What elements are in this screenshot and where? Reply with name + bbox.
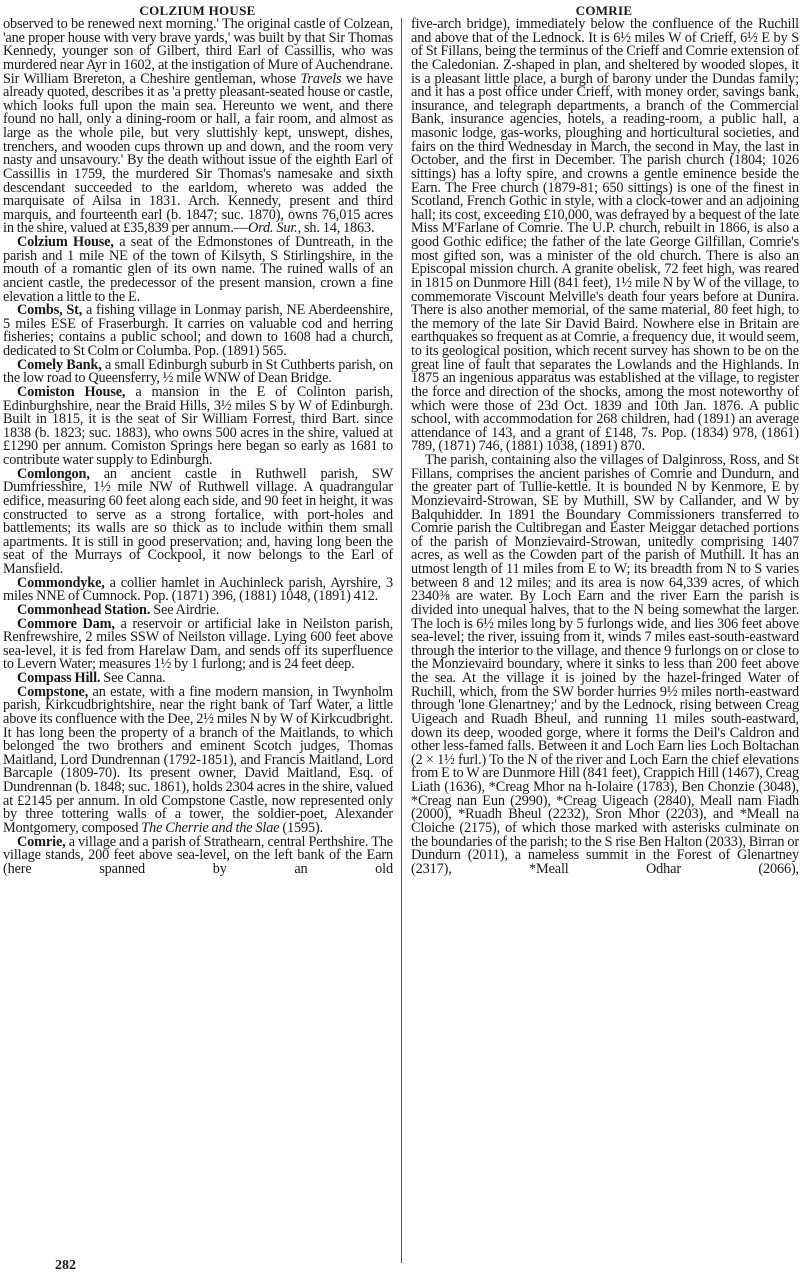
entry-text: See Canna.: [100, 670, 166, 686]
column-divider: [401, 18, 402, 1263]
entry-text: an ancient castle in Ruthwell parish, SW Dumfriesshire, 1½ mile NW of Ruthwell village. A quadrangular edifice, measuring 60 feet along each side, and 90 feet in height, it was constructed to serve as a strong fortalice, with port-holes and battlements; its walls are so thick as to include within them small apartments. It is still in good preservation; and, having long been the seat of the Murrays of Cockpool, it now belongs to the Earl of Mansfield.: [3, 465, 393, 577]
entry: [3, 236, 393, 304]
entry: [3, 615, 393, 673]
entry-text: a collier hamlet in Auchinleck parish, Ayrshire, 3 miles NNE of Cumnock. Pop. (1871) 396, (1881) 1048, (1891) 412.: [3, 574, 393, 605]
left-column: [3, 18, 393, 876]
entry-head: Comlongon,: [17, 465, 90, 482]
running-head-right: COMRIE: [575, 3, 633, 18]
entry-head: Comrie,: [17, 833, 66, 850]
entry-head: Commore Dam,: [17, 615, 115, 632]
entry-head: Compstone,: [17, 683, 89, 700]
paragraph: The parish, containing also the villages of Dalginross, Ross, and St Fillans, comprises the ancient parishes of Comrie and Dundurn, and the greater part of Tullie-kettle. It is bounded N by Kenmore, E by Monzievaird-Strowan, SE by Muthill, SW by Callander, and W by Balquhidder. In 1891 the Boundary Commissioners transferred to Comrie parish the Cultibregan and Easter Meiggar detached portions of the parish of Monzievaird-Strowan, unitedly comprising 1407 acres, as well as the Cowden part of the parish of Muthill. It has an utmost length of 11 miles from E to W; its breadth from N to S varies between 8 and 12 miles; and its area is now 64,339 acres, of which 2340⅜ are water. By Loch Earn and the river Earn the parish is divided into unequal halves, that to the N being somewhat the larger. The loch is 6½ miles long by 5 furlongs wide, and lies 306 feet above sea-level; the river, issuing from it, winds 7 miles east-south-eastward through the interior to the village, and thence 9 furlongs on or close to the Monzievaird boundary, where it sinks to less than 200 feet above the sea. At the village it is joined by the hazel-fringed Water of Ruchill, which, from the SW border hurries 9½ miles north-eastward through 'lone Glenartney;' and by the Lednock, rising between Creag Uigeach and Ruadh Bheul, and running 11 miles south-eastward, down its deep, wooded gorge, where it forms the Deil's Caldron and other less-famed falls. Between it and Loch Earn lies Loch Boltachan (2 × 1½ furl.) To the N of the river and Loch Earn the chief elevations from E to W are Dunmore Hill (841 feet), Crappich Hill (1467), Creag Liath (1636), *Creag Mhor na h-Iolaire (1783), Ben Chonzie (3048), *Creag nan Eun (2990), *Creag Uigeach (2840), Meall nam Fiadh (2000), *Ruadh Bheul (2232), Sron Mhor (2203), and *Meall na Cloiche (2175), of which those marked with asterisks culminate on the boundaries of the parish; to the S rise Ben Halton (2033), Birran or Dundurn (2011), a nameless summit in the Forest of Glenartney (2317), *Meall Odhar (2066),: [411, 452, 799, 877]
entry-text: a seat of the Edmonstones of Duntreath, in the parish and 1 mile NE of the town of Kilsyth, S Stirlingshire, in the mouth of a romantic glen of its own name. The ruined walls of an ancient castle, the predecessor of the present mansion, crown a fine elevation a little to the E.: [3, 234, 393, 305]
italic-title: Travels: [300, 70, 342, 87]
entry-head: Compass Hill.: [17, 670, 101, 686]
entry: [3, 383, 394, 468]
entry: [3, 465, 393, 577]
entry-head: Commonhead Station.: [17, 601, 151, 618]
entry-head: Colzium House,: [17, 234, 114, 250]
entry-text: a small Edinburgh suburb in St Cuthberts parish, on the low road to Queensferry, ½ mile WNW of Dean Bridge.: [3, 356, 394, 387]
entry-head: Commondyke,: [17, 574, 105, 591]
entry-text: a mansion in the E of Colinton parish, Edinburghshire, near the Braid Hills, 3½ miles S by W of Edinburgh. Built in 1815, it is the seat of Sir William Forrest, third Bart. since 1838 (b. 1823; suc. 1883), who owns 500 acres in the shire, valued at £1290 per annum. Comiston Springs here began so early as 1681 to contribute water supply to Edinburgh.: [3, 383, 394, 468]
entry-head: Comiston House,: [17, 383, 126, 400]
entry-text: (1595).: [279, 819, 324, 836]
entry-text: a reservoir or artificial lake in Neilston parish, Renfrewshire, 2 miles SSW of Neilston village. Lying 600 feet above sea-level, it is fed from Harelaw Dam, and sends off its superfluence to Levern Water; measures 1½ by 1 furlong; and is 24 feet deep.: [3, 615, 393, 673]
entry: [3, 304, 393, 359]
entry-head: Comely Bank,: [17, 356, 102, 373]
entry-head: Combs, St,: [17, 302, 83, 319]
entry-text: a fishing village in Lonmay parish, NE Aberdeenshire, 5 miles ESE of Fraserburgh. It carries on valuable cod and herring fisheries; contains a public school; and down to 1608 had a church, dedicated to St Colm or Columba. Pop. (1891) 565.: [3, 302, 393, 359]
text: observed to be renewed next morning.' The original castle of Colzean, 'ane proper house with very brave yards,' was built by that Sir Thomas Kennedy, younger son of Gilbert, third Earl of Cassillis, who was murdered near Ayr in 1602, at the instigation of Mure of Auchendrane. Sir William Brereton, a Cheshire gentleman, whose: [3, 16, 393, 87]
italic-abbrev: Ord. Sur.: [247, 220, 298, 237]
entry-text: an estate, with a fine modern mansion, in Twynholm parish, Kirkcudbrightshire, near the right bank of Tarf Water, a little above its confluence with the Dee, 2½ miles N by W of Kirkcudbright. It has long been the property of a branch of the Maitlands, to which belonged the two brothers and eminent Scotch judges, Thomas Maitland, Lord Dundrennan (1792-1851), and Francis Maitland, Lord Barcaple (1809-70). Its present owner, David Maitland, Esq. of Dundrennan (b. 1848; suc. 1861), holds 2304 acres in the shire, valued at £2145 per annum. In old Compstone Castle, now represented only by three tottering walls of a tower, the soldier-poet, Alexander Montgomery, composed: [3, 683, 393, 836]
italic-title: The Cherrie and the Slae: [141, 819, 280, 836]
right-column: [411, 18, 799, 876]
paragraph-continuation: [3, 18, 393, 236]
entry: [3, 833, 393, 877]
paragraph-continuation: five-arch bridge), immediately below the confluence of the Ruchill and above that of the Lednock. It is 6½ miles W of Crieff, 6½ E by S of St Fillans, being the terminus of the Crieff and Comrie extension of the Caledonian. Z-shaped in plan, and sheltered by wooded slopes, it is a pleasant little place, a burgh of barony under the Dundas family; and it has a post office under Crieff, with money order, savings bank, insurance, and telegraph departments, a branch of the Commercial Bank, insurance agencies, hotels, a reading-room, a public hall, a masonic lodge, gas-works, ploughing and horticultural societies, and fairs on the third Wednesday in March, the second in May, the last in October, and the first in December. The parish church (1804; 1026 sittings) has a lofty spire, and crowns a gentle eminence beside the Earn. The Free church (1879-81; 650 sittings) is one of the finest in Scotland, French Gothic in style, with a clock-tower and an adjoining hall; its cost, exceeding £10,000, was defrayed by a bequest of the late Miss M'Farlane of Comrie. The U.P. church, rebuilt in 1866, is also a good Gothic edifice; the father of the late George Gilfillan, Comrie's most gifted son, was a minister of the old church. There is also an Episcopal mission church. A granite obelisk, 72 feet high, was reared in 1815 on Dunmore Hill (841 feet), 1½ mile N by W of the village, to commemorate Viscount Melville's death four years before at Dunira. There is also another memorial, of the same material, 80 feet high, to the memory of the late Sir David Baird. Nowhere else in Britain are earthquakes so frequent as at Comrie, a frequency due, it would seem, to its geological position, which recent survey has shown to be on the great line of fault that separates the Lowlands and the Highlands. In 1875 an ingenious apparatus was established at the village, to register the force and direction of the shocks, among the most noteworthy of which were those of 23d Oct. 1839 and 10th Jan. 1876. A public school, with accommodation for 268 children, had (1891) an average attendance of 143, and a grant of £148, 7s. Pop. (1834) 978, (1861) 789, (1871) 746, (1881) 1038, (1891) 870.: [411, 16, 799, 455]
entry: [3, 574, 393, 605]
entry: [3, 356, 394, 387]
text: we have already quoted, describes it as 'a pretty pleasant-seated house or castle, which looks full upon the main sea. Hereunto we went, and there found no hall, only a dining-room or hall, a fair room, and almost as large as the whole pile, but very sluttishly kept, unswept, dishes, trenchers, and wooden cups thrown up and down, and the room very nasty and unsavoury.' By the death without issue of the eighth Earl of Cassillis in 1759, the murdered Sir Thomas's namesake and sixth descendant succeeded to the earldom, whereto was added the marquisate of Ailsa in 1831. Arch. Kennedy, present and third marquis, and fourteenth earl (b. 1847; suc. 1870), owns 76,015 acres in the shire, valued at £35,839 per annum.—: [3, 70, 393, 237]
entry: [3, 683, 393, 836]
entry-text: a village and a parish of Strathearn, central Perthshire. The village stands, 200 feet above sea-level, on the left bank of the Earn (here spanned by an old: [3, 833, 393, 877]
text: , sh. 14, 1863.: [297, 220, 375, 237]
running-head-left: COLZIUM HOUSE: [139, 3, 256, 18]
page-number: 282: [55, 1258, 76, 1273]
entry-text: See Airdrie.: [150, 601, 220, 618]
